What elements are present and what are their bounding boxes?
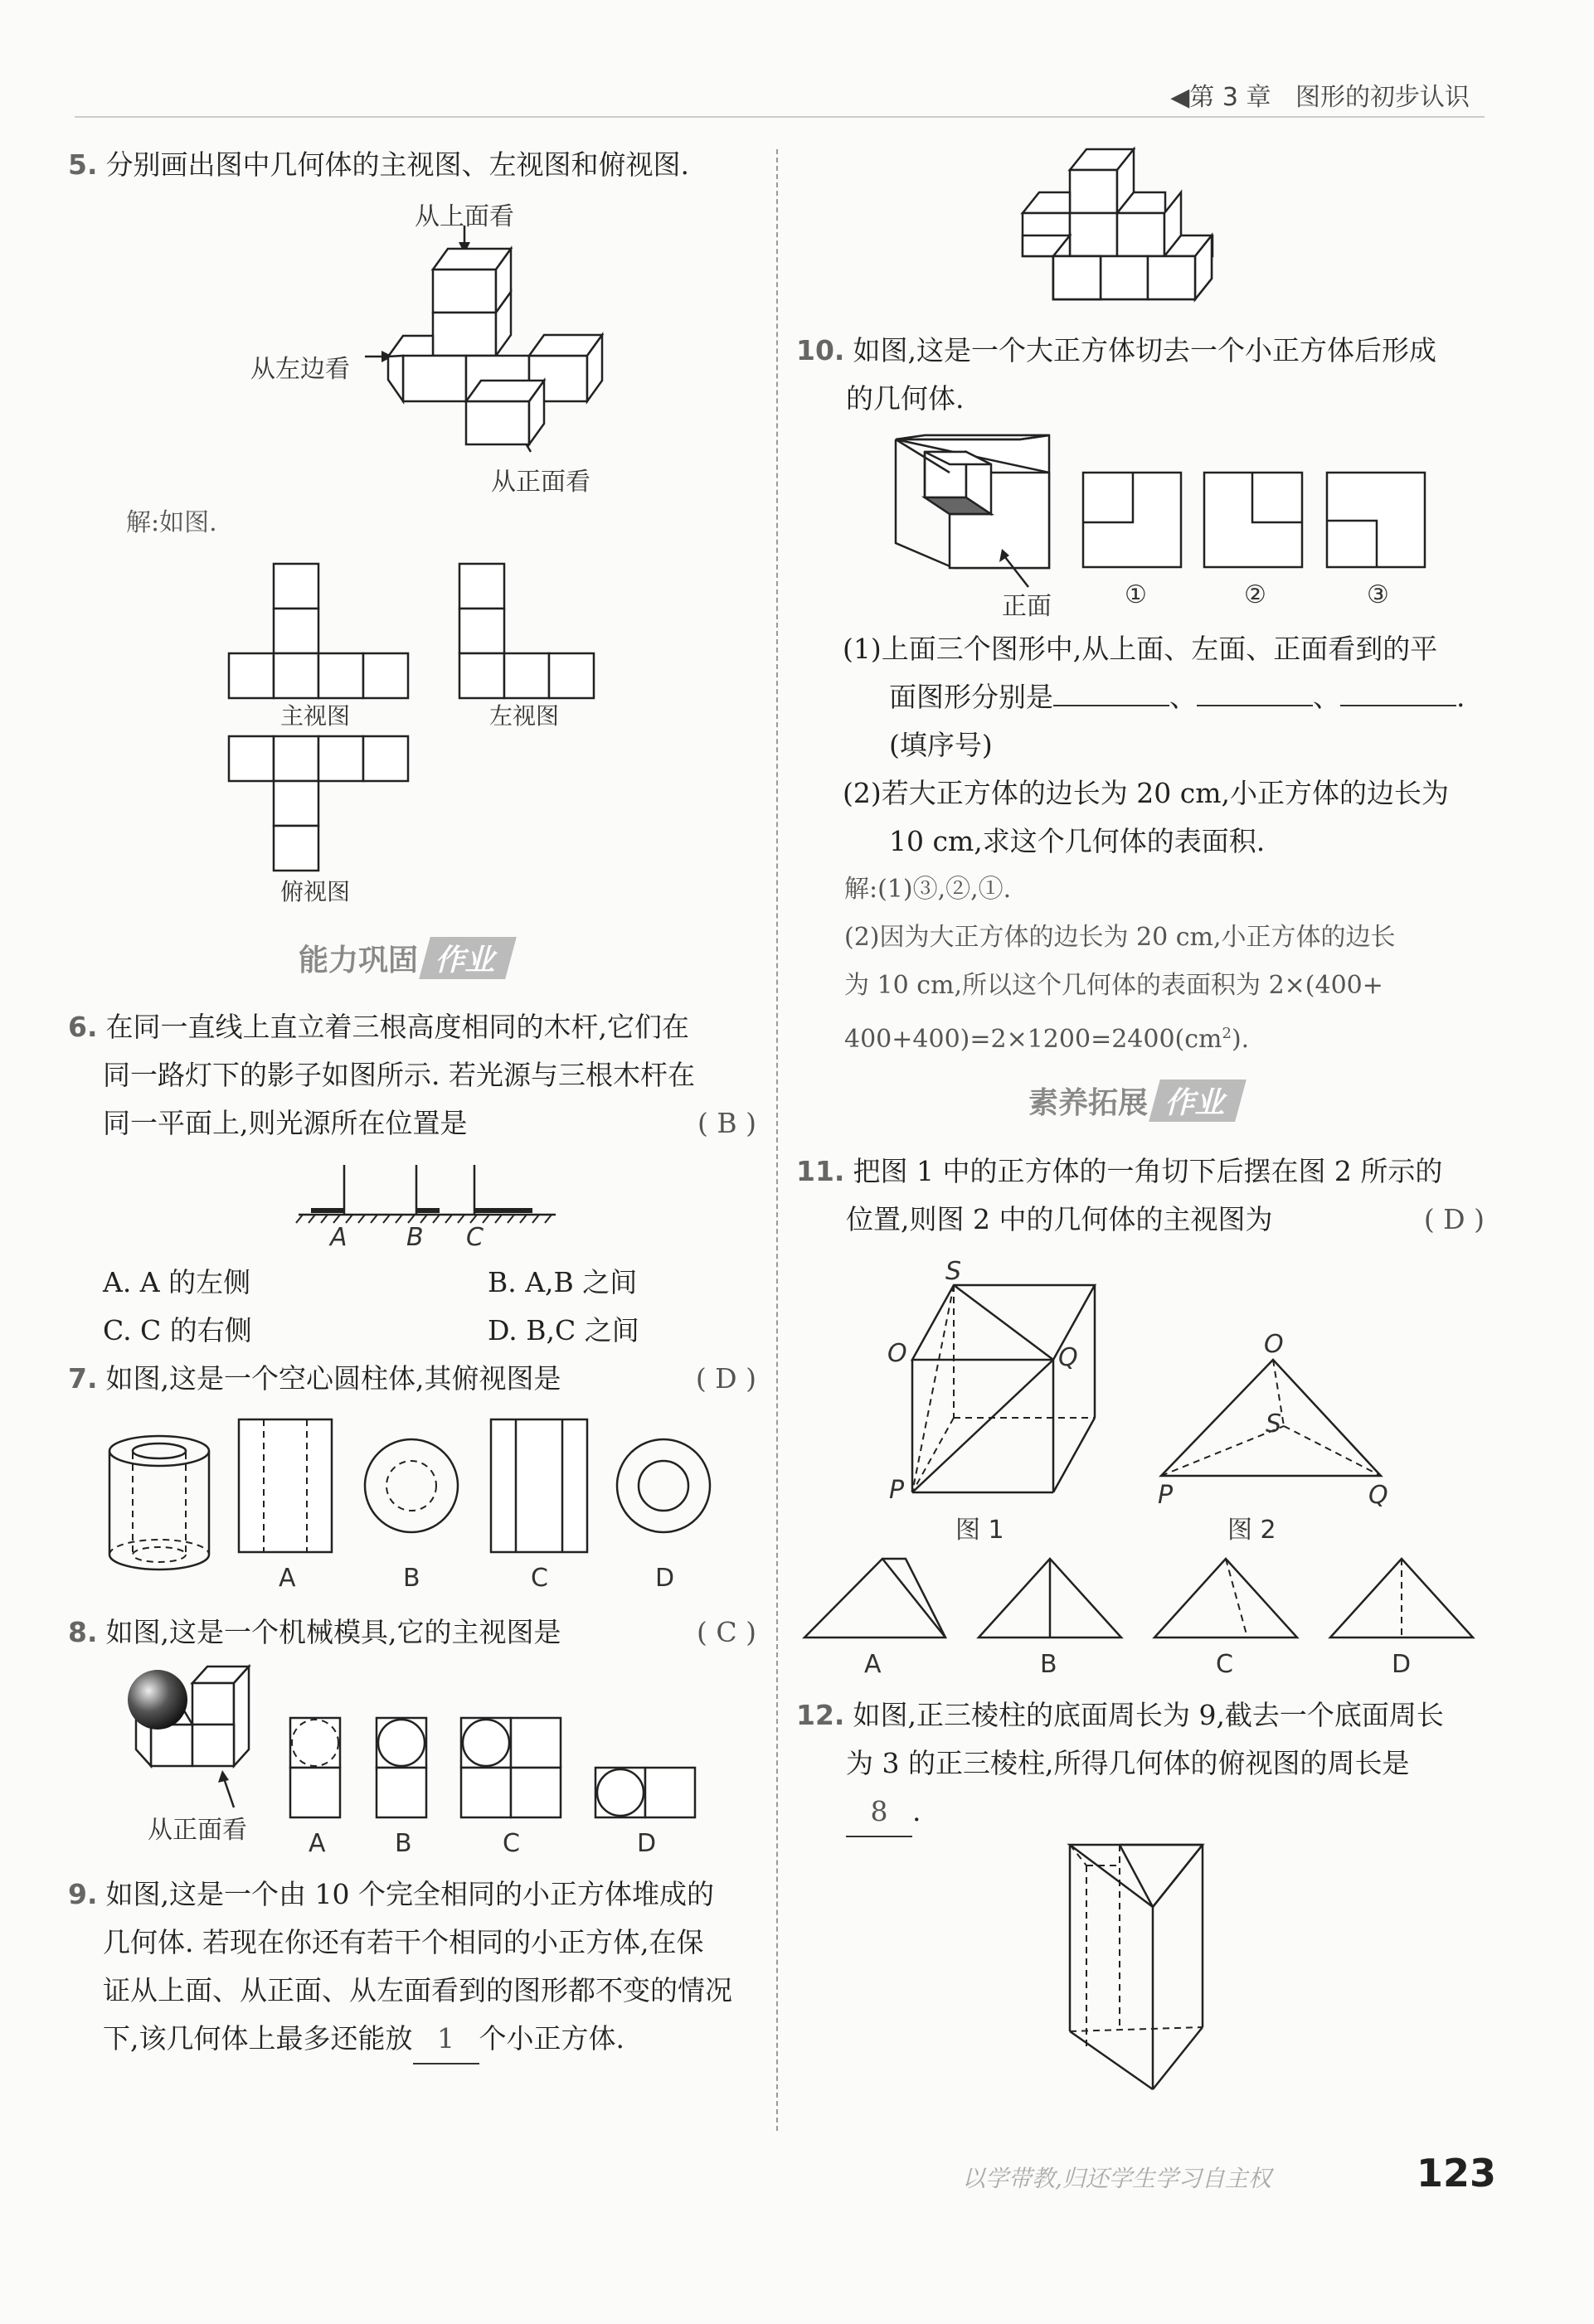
q7-number: 7. <box>68 1362 98 1395</box>
q10-number: 10. <box>796 334 845 366</box>
q6-option-c[interactable]: C. C 的右侧 <box>103 1314 252 1346</box>
q11-option-d[interactable]: D <box>1392 1650 1412 1679</box>
q11-point-s: S <box>945 1257 962 1286</box>
q10-solution-1: 解:(1)③,②,①. <box>844 875 1012 904</box>
q11-option-c[interactable]: C <box>1216 1650 1233 1679</box>
page-number: 123 <box>1417 2151 1497 2195</box>
q6-option-d[interactable]: D. B,C 之间 <box>488 1314 639 1346</box>
q6-line-2: 同一路灯下的影子如图所示. 若光源与三根木杆在 <box>103 1059 695 1091</box>
q11-fig-2-label: 图 2 <box>1227 1516 1276 1545</box>
q10-part-1-line-2: 面图形分别是 <box>889 681 1053 713</box>
q10-part-2-line-2: 10 cm,求这个几何体的表面积. <box>889 825 1266 857</box>
q8-front-label: 从正面看 <box>148 1816 247 1845</box>
q12-answer-blank[interactable]: 8 <box>846 1788 912 1837</box>
q11-line-1: 把图 1 中的正方体的一角切下后摆在图 2 所示的 <box>853 1155 1443 1187</box>
q11-line-2: 位置,则图 2 中的几何体的主视图为 <box>846 1203 1273 1235</box>
banner-extension-tag: 作业 <box>1149 1080 1247 1122</box>
q8-option-c[interactable]: C <box>503 1829 520 1858</box>
q11-option-a[interactable]: A <box>864 1650 882 1679</box>
q9-answer-blank[interactable]: 1 <box>413 2015 479 2064</box>
q7-answer: ( D ) <box>695 1362 756 1395</box>
q12-number: 12. <box>796 1699 845 1731</box>
banner-ability-tag: 作业 <box>419 937 517 979</box>
q8-number: 8. <box>68 1616 98 1648</box>
q8-answer: ( C ) <box>697 1616 756 1648</box>
q10-sep-2: 、 <box>1313 681 1340 713</box>
q8-option-b[interactable]: B <box>395 1829 412 1858</box>
q10-line-2: 的几何体. <box>846 382 965 415</box>
q11-point-q: Q <box>1058 1343 1078 1372</box>
q11-fig2-point-o: O <box>1264 1330 1284 1359</box>
q6-line-1: 在同一直线上直立着三根高度相同的木杆,它们在 <box>105 1011 689 1043</box>
q8-option-a[interactable]: A <box>309 1829 326 1858</box>
q10-front-label: 正面 <box>1002 592 1052 621</box>
banner-ability-text: 能力巩固 <box>299 944 419 978</box>
q11-point-o: O <box>887 1339 907 1368</box>
q10-solution-2: (2)因为大正方体的边长为 20 cm,小正方体的边长 <box>844 923 1396 952</box>
q9-line-3: 证从上面、从正面、从左面看到的图形都不变的情况 <box>103 1974 732 2006</box>
q11-number: 11. <box>796 1155 845 1187</box>
q9-line-1: 如图,这是一个由 10 个完全相同的小正方体堆成的 <box>105 1878 714 1910</box>
q10-fig-2-label: ② <box>1244 580 1266 609</box>
q11-fig2-point-q: Q <box>1368 1481 1388 1510</box>
q10-fig-1-label: ① <box>1125 580 1147 609</box>
q5-view-front-label: 主视图 <box>280 702 351 730</box>
q6-option-b[interactable]: B. A,B 之间 <box>488 1266 638 1298</box>
q9-line-4-end: 个小正方体. <box>479 2022 624 2055</box>
q7-stem: 如图,这是一个空心圆柱体,其俯视图是 <box>105 1362 561 1395</box>
q10-sep-1: 、 <box>1169 681 1197 713</box>
q11-option-b[interactable]: B <box>1040 1650 1057 1679</box>
q11-fig2-point-s: S <box>1266 1409 1282 1439</box>
q12-line-2: 为 3 的正三棱柱,所得几何体的俯视图的周长是 <box>846 1747 1410 1779</box>
q10-solution-4-end: ). <box>1231 1025 1250 1054</box>
q5-label-top: 从上面看 <box>415 202 514 231</box>
q6-label-c: C <box>466 1223 484 1252</box>
q11-fig2-point-p: P <box>1158 1481 1174 1510</box>
q10-fig-3-label: ③ <box>1367 580 1389 609</box>
chapter-number: ◀第 3 章 <box>1170 83 1271 112</box>
q8-stem: 如图,这是一个机械模具,它的主视图是 <box>105 1616 561 1648</box>
q9-number: 9. <box>68 1878 98 1910</box>
q5-view-left-label: 左视图 <box>489 702 560 730</box>
q6-label-a: A <box>330 1223 347 1252</box>
q10-solution-sup: 2 <box>1222 1025 1232 1042</box>
q6-line-3: 同一平面上,则光源所在位置是 <box>103 1107 468 1139</box>
q9-line-2: 几何体. 若现在你还有若干个相同的小正方体,在保 <box>103 1926 704 1958</box>
q12-line-1: 如图,正三棱柱的底面周长为 9,截去一个底面周长 <box>853 1699 1444 1731</box>
q5-stem: 分别画出图中几何体的主视图、左视图和俯视图. <box>105 148 689 181</box>
q5-solution: 解:如图. <box>126 508 217 537</box>
footer-motto: 以学带教,归还学生学习自主权 <box>962 2165 1271 2192</box>
q6-label-b: B <box>406 1223 424 1252</box>
q11-fig-1-label: 图 1 <box>955 1516 1004 1545</box>
q10-line-1: 如图,这是一个大正方体切去一个小正方体后形成 <box>853 334 1436 366</box>
q6-answer: ( B ) <box>697 1107 756 1139</box>
q10-solution-4: 400+400)=2×1200=2400(cm <box>844 1025 1222 1054</box>
q6-option-a[interactable]: A. A 的左侧 <box>103 1266 251 1298</box>
q7-option-c[interactable]: C <box>531 1564 548 1593</box>
q7-option-a[interactable]: A <box>279 1564 296 1593</box>
q11-point-p: P <box>889 1476 905 1505</box>
q10-part-2-line-1: (2)若大正方体的边长为 20 cm,小正方体的边长为 <box>843 777 1449 809</box>
q10-part-1-line-3: (填序号) <box>889 729 993 761</box>
q5-label-front: 从正面看 <box>491 468 590 497</box>
q10-part-1-line-1: (1)上面三个图形中,从上面、左面、正面看到的平 <box>843 633 1438 665</box>
q5-label-left: 从左边看 <box>250 355 350 384</box>
banner-extension-text: 素养拓展 <box>1028 1086 1149 1120</box>
q5-view-top-label: 俯视图 <box>280 878 351 905</box>
q5-number: 5. <box>68 148 98 181</box>
q7-option-b[interactable]: B <box>403 1564 420 1593</box>
q9-line-4: 下,该几何体上最多还能放 <box>103 2022 413 2055</box>
chapter-title: 图形的初步认识 <box>1295 83 1470 112</box>
q12-end: . <box>912 1795 921 1827</box>
q10-part-1-end: . <box>1456 681 1465 713</box>
q10-solution-3: 为 10 cm,所以这个几何体的表面积为 2×(400+ <box>844 971 1383 1000</box>
q7-option-d[interactable]: D <box>655 1564 675 1593</box>
q8-option-d[interactable]: D <box>637 1829 657 1858</box>
q6-number: 6. <box>68 1011 98 1043</box>
q11-answer: ( D ) <box>1423 1203 1485 1235</box>
